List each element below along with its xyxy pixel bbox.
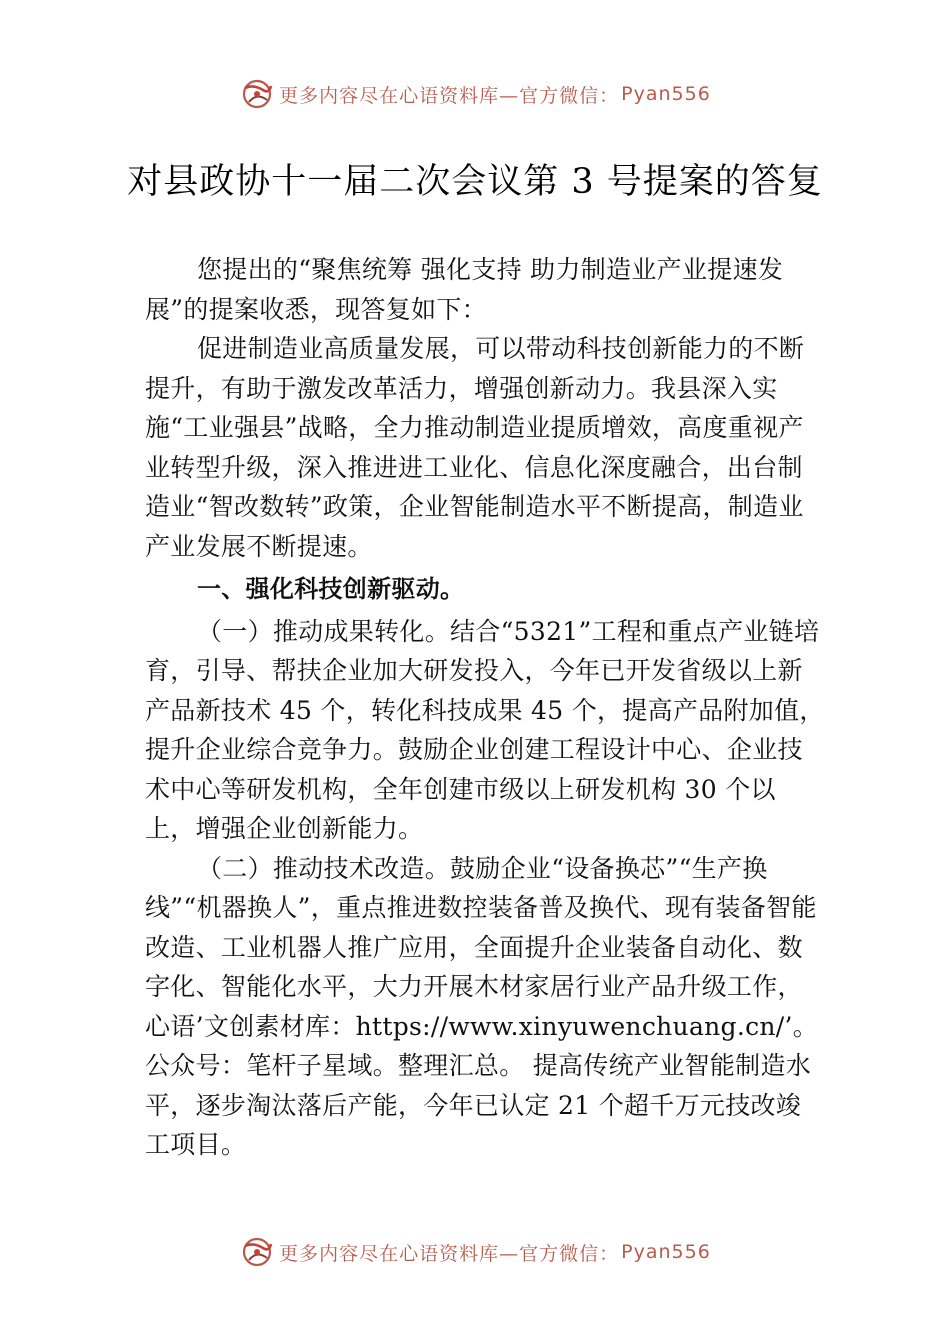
brand-logo-icon [239, 76, 275, 112]
watermark-text: 更多内容尽在心语资料库—官方微信： [279, 84, 620, 107]
watermark-header [0, 76, 950, 112]
document-title: 对县政协十一届二次会议第 3 号提案的答复 [127, 162, 823, 202]
paragraph-overview: 促进制造业高质量发展，可以带动科技创新能力的不断提升，有助于激发改革活力，增强创新动力。我县深入实施“工业强县”战略，全力推动制造业提质增效，高度重视产业转型升级，深入推进进工业化、信息化深度融合，出台制造业“智改数转”政策，企业智能制造水平不断提高，制造业产业发展不断提速。 [145, 334, 805, 561]
watermark-footer [0, 1234, 950, 1270]
brand-logo-icon [239, 1234, 275, 1270]
watermark-text: 更多内容尽在心语资料库—官方微信： [279, 1242, 620, 1265]
paragraph-intro: 您提出的“聚焦统筹 强化支持 助力制造业产业提速发展”的提案收悉，现答复如下： [145, 255, 784, 324]
watermark-wechat-id: Pyan556 [621, 1241, 711, 1263]
document-body [145, 250, 825, 1165]
watermark-wechat-id: Pyan556 [621, 83, 711, 105]
paragraph-item-2: （二）推动技术改造。鼓励企业“设备换芯”“生产换线”“机器换人”，重点推进数控装备普及换代、现有装备智能改造、工业机器人推广应用，全面提升企业装备自动化、数字化、智能化水平，大力开展木材家居行业产品升级工作，心语’文创素材库：https://www.xinyuwenchuang.cn/’。公众号：笔杆子星域。整理汇总。 提高传统产业智能制造水平，逐步淘汰落后产能，今年已认定 21 个超千万元技改竣工项目。 [145, 853, 819, 1159]
section-heading: 一、强化科技创新驱动。 [197, 575, 465, 603]
paragraph-item-1: （一）推动成果转化。结合“5321”工程和重点产业链培育，引导、帮扶企业加大研发投入，今年已开发省级以上新产品新技术 45 个，转化科技成果 45 个，提高产品附加值，提升企业综合竞争力。鼓励企业创建工程设计中心、企业技术中心等研发机构，全年创建市级以上研发机构 30 个以上，增强企业创新能力。 [145, 616, 825, 843]
